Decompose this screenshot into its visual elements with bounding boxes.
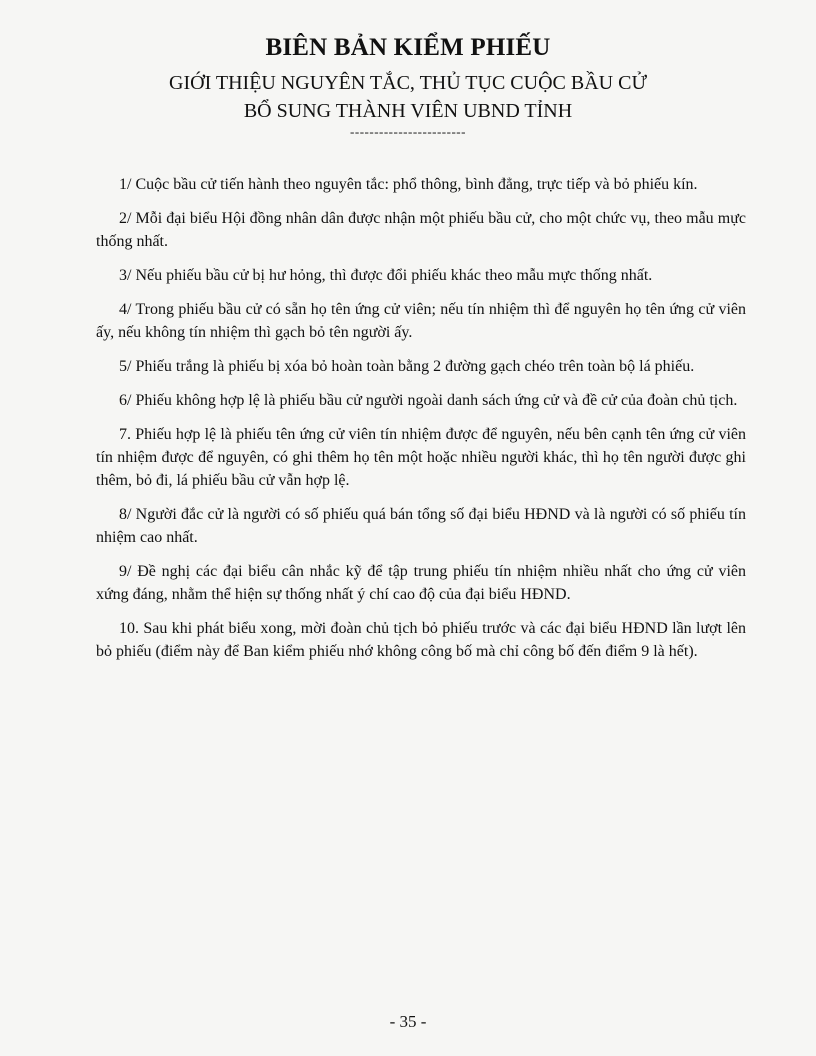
- paragraph-10: 10. Sau khi phát biểu xong, mời đoàn chủ tịch bỏ phiếu trước và các đại biểu HĐND lần lượt lên bỏ phiếu (điểm này để Ban kiểm phiếu nhớ không công bố mà chỉ công bố đến điểm 9 là hết).: [96, 620, 746, 660]
- paragraph-1: 1/ Cuộc bầu cử tiến hành theo nguyên tắc: phổ thông, bình đẳng, trực tiếp và bỏ phiếu kín.: [119, 176, 698, 193]
- paragraph-5: 5/ Phiếu trắng là phiếu bị xóa bỏ hoàn toàn bằng 2 đường gạch chéo trên toàn bộ lá phiếu.: [119, 358, 695, 375]
- paragraph-9: 9/ Đề nghị các đại biểu cân nhắc kỹ để tập trung phiếu tín nhiệm nhiều nhất cho ứng cử viên xứng đáng, nhằm thể hiện sự thống nhất ý chí cao độ của đại biểu HĐND.: [96, 563, 746, 603]
- paragraph-8: 8/ Người đắc cử là người có số phiếu quá bán tổng số đại biểu HĐND và là người có số phiếu tín nhiệm cao nhất.: [96, 506, 746, 546]
- document-subtitle-line-1: GIỚI THIỆU NGUYÊN TẮC, THỦ TỤC CUỘC BẦU CỬ: [169, 72, 647, 94]
- document-title: BIÊN BẢN KIỂM PHIẾU: [265, 34, 551, 61]
- title-separator: ------------------------: [350, 124, 466, 139]
- paragraph-2: 2/ Mỗi đại biểu Hội đồng nhân dân được nhận một phiếu bầu cử, cho một chức vụ, theo mẫu mực thống nhất.: [96, 210, 746, 250]
- page-number: - 35 -: [389, 1012, 427, 1031]
- paragraph-6: 6/ Phiếu không hợp lệ là phiếu bầu cử người ngoài danh sách ứng cử và đề cử của đoàn chủ tịch.: [119, 392, 738, 409]
- paragraph-3: 3/ Nếu phiếu bầu cử bị hư hỏng, thì được đổi phiếu khác theo mẫu mực thống nhất.: [119, 267, 653, 284]
- paragraph-4: 4/ Trong phiếu bầu cử có sẵn họ tên ứng cử viên; nếu tín nhiệm thì để nguyên họ tên ứng cử viên ấy, nếu không tín nhiệm thì gạch bỏ tên người ấy.: [96, 301, 746, 341]
- document-subtitle-line-2: BỔ SUNG THÀNH VIÊN UBND TỈNH: [243, 100, 573, 122]
- paragraph-7: 7. Phiếu hợp lệ là phiếu tên ứng cử viên tín nhiệm được để nguyên, nếu bên cạnh tên ứng cử viên tín nhiệm được để nguyên, có ghi thêm họ tên một hoặc nhiều người khác, thì họ tên người được ghi thêm, bỏ đi, lá phiếu bầu cử vẫn hợp lệ.: [96, 426, 746, 489]
- document-body: [96, 173, 746, 674]
